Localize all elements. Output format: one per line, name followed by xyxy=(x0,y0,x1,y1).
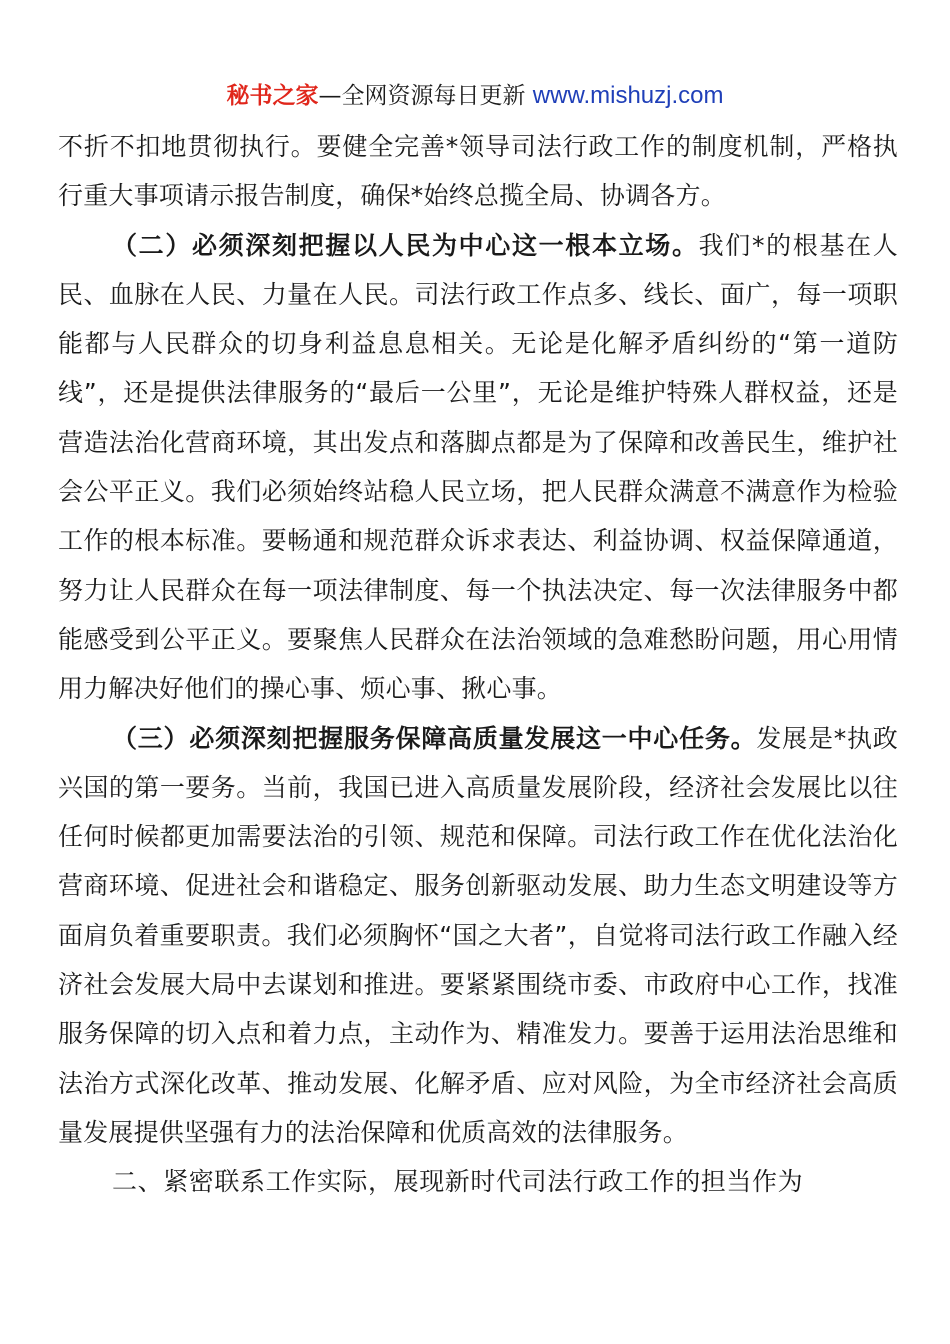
paragraph-lead: （二）必须深刻把握以人民为中心这一根本立场。 xyxy=(112,230,699,260)
document-body xyxy=(58,122,898,1207)
header-tagline: —全网资源每日更新 xyxy=(318,83,526,109)
paragraph-point-three xyxy=(58,714,898,1158)
section-heading: 二、紧密联系工作实际，展现新时代司法行政工作的担当作为 xyxy=(112,1167,804,1197)
paragraph-text: 我们*的根基在人民、血脉在人民、力量在人民。司法行政工作点多、线长、面广，每一项职能都与人民群众的切身利益息息相关。无论是化解矛盾纠纷的“第一道防线”，还是提供法律服务的“最后一公里”，无论是维护特殊人群权益，还是营造法治化营商环境，其出发点和落脚点都是为了保障和改善民生，维护社会公平正义。我们必须始终站稳人民立场，把人民群众满意不满意作为检验工作的根本标准。要畅通和规范群众诉求表达、利益协调、权益保障通道，努力让人民群众在每一项法律制度、每一个执法决定、每一次法律服务中都能感受到公平正义。要聚焦人民群众在法治领域的急难愁盼问题，用心用情用力解决好他们的操心事、烦心事、揪心事。 xyxy=(58,230,898,704)
paragraph-point-two xyxy=(58,221,898,714)
site-header xyxy=(0,78,950,114)
site-url-link[interactable]: www.mishuzj.com xyxy=(532,82,724,109)
brand-name: 秘书之家 xyxy=(226,83,319,109)
paragraph-text: 发展是*执政兴国的第一要务。当前，我国已进入高质量发展阶段，经济社会发展比以往任何时候都更加需要法治的引领、规范和保障。司法行政工作在优化法治化营商环境、促进社会和谐稳定、服务创新驱动发展、助力生态文明建设等方面肩负着重要职责。我们必须胸怀“国之大者”，自觉将司法行政工作融入经济社会发展大局中去谋划和推进。要紧紧围绕市委、市政府中心工作，找准服务保障的切入点和着力点，主动作为、精准发力。要善于运用法治思维和法治方式深化改革、推动发展、化解矛盾、应对风险，为全市经济社会高质量发展提供坚强有力的法治保障和优质高效的法律服务。 xyxy=(58,723,898,1147)
paragraph-text: 不折不扣地贯彻执行。要健全完善*领导司法行政工作的制度机制，严格执行重大事项请示报告制度，确保*始终总揽全局、协调各方。 xyxy=(58,132,898,211)
paragraph-continuation xyxy=(58,122,898,221)
paragraph-lead: （三）必须深刻把握服务保障高质量发展这一中心任务。 xyxy=(112,723,757,753)
